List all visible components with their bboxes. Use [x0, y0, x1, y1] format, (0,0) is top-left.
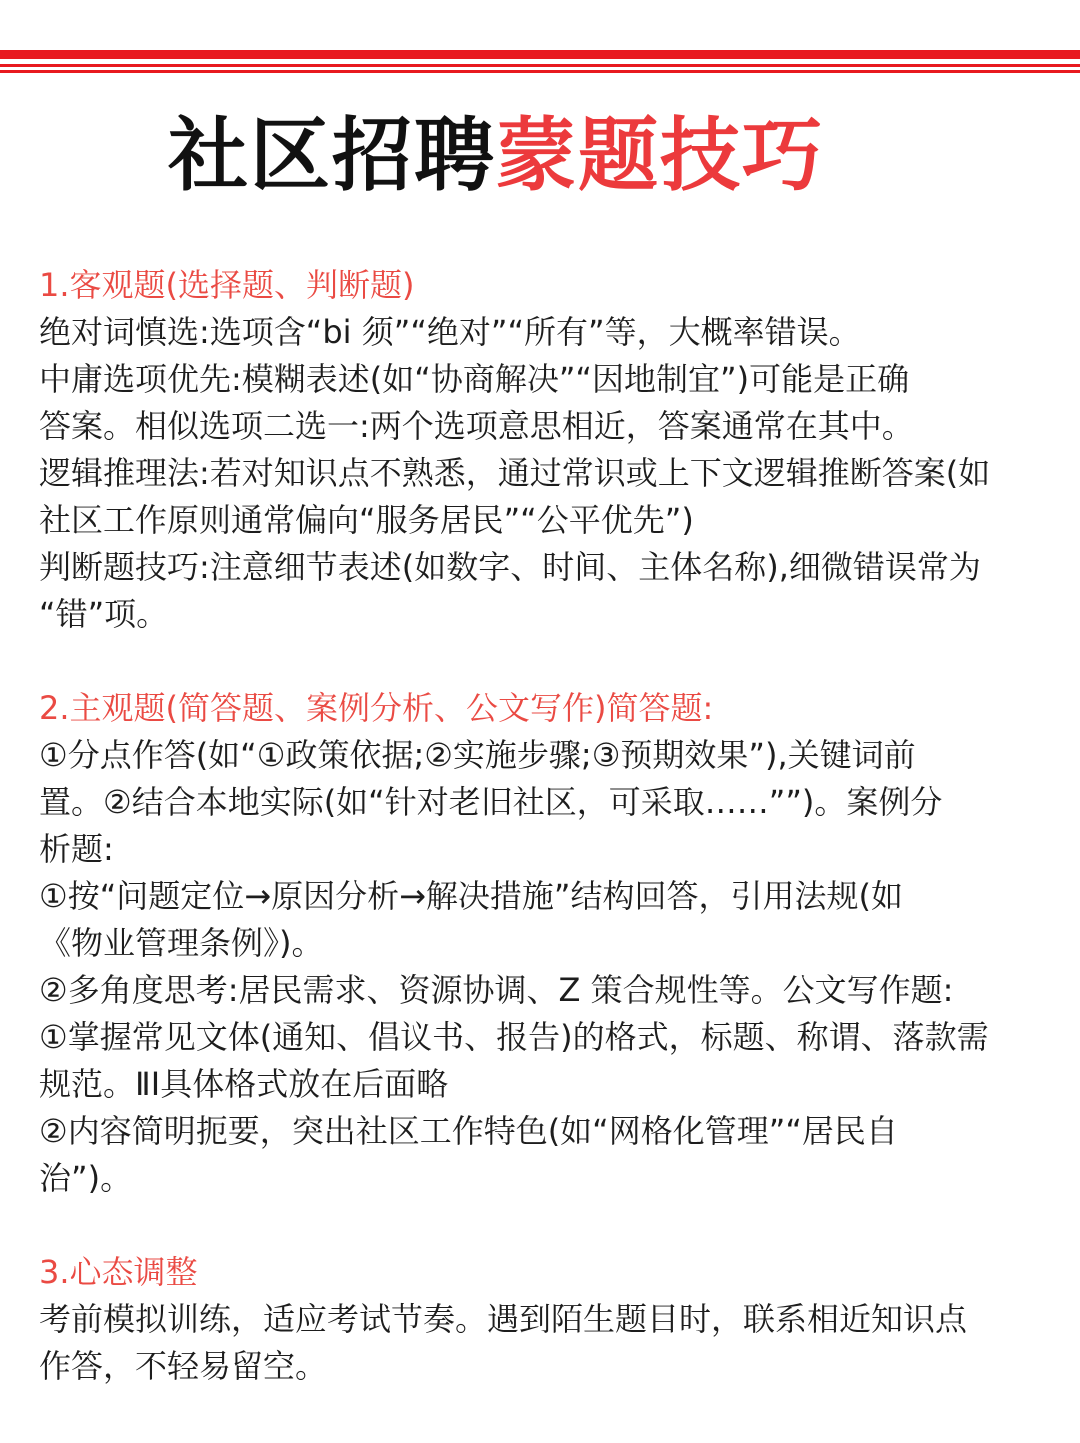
stripe-thin-2: [0, 70, 1080, 73]
section-subjective: [39, 685, 1044, 1202]
stripe-thick: [0, 50, 1080, 59]
text-line: ②内容简明扼要，突出社区工作特色(如“网格化管理”“居民自: [39, 1112, 898, 1150]
text-line: ②多角度思考:居民需求、资源协调、Z 策合规性等。公文写作题:: [39, 971, 954, 1009]
section-objective: [39, 262, 1044, 638]
title-part-red: 蒙题技巧: [496, 109, 824, 202]
section-mindset: [39, 1249, 1044, 1390]
text-line: 析题:: [39, 830, 114, 868]
text-line: 逻辑推理法:若对知识点不熟悉，通过常识或上下文逻辑推断答案(如: [39, 454, 991, 492]
section-gap: [39, 1202, 1044, 1249]
text-line: ①按“问题定位→原因分析→解决措施”结构回答，引用法规(如: [39, 877, 903, 915]
text-line: ①掌握常见文体(通知、倡议书、报告)的格式，标题、称谓、落款需: [39, 1018, 989, 1056]
text-line: 置。②结合本地实际(如“针对老旧社区，可采取……””)。案例分: [39, 783, 943, 821]
article-body: [39, 262, 1044, 1390]
page-title: [168, 108, 824, 204]
text-line: 答案。相似选项二选一:两个选项意思相近，答案通常在其中。: [39, 407, 914, 445]
text-line: “错”项。: [39, 595, 169, 633]
top-decoration-stripes: [0, 50, 1080, 76]
text-line: 规范。ⅡⅠ具体格式放在后面略: [39, 1065, 449, 1103]
text-line: 《物业管理条例》)。: [39, 924, 324, 962]
section-heading: 1.客观题(选择题、判断题): [39, 266, 415, 304]
text-line: ①分点作答(如“①政策依据;②实施步骤;③预期效果”),关键词前: [39, 736, 916, 774]
section-heading: 3.心态调整: [39, 1253, 198, 1291]
section-heading: 2.主观题(简答题、案例分析、公文写作)简答题:: [39, 689, 714, 727]
text-line: 中庸选项优先:模糊表述(如“协商解决”“因地制宜”)可能是正确: [39, 360, 910, 398]
title-part-black: 社区招聘: [168, 109, 496, 202]
section-gap: [39, 638, 1044, 685]
stripe-thin-1: [0, 64, 1080, 67]
text-line: 治”)。: [39, 1159, 133, 1197]
text-line: 作答，不轻易留空。: [39, 1347, 328, 1385]
text-line: 判断题技巧:注意细节表述(如数字、时间、主体名称),细微错误常为: [39, 548, 981, 586]
text-line: 社区工作原则通常偏向“服务居民”“公平优先”): [39, 501, 694, 539]
text-line: 绝对词慎选:选项含“bi 须”“绝对”“所有”等，大概率错误。: [39, 313, 861, 351]
text-line: 考前模拟训练，适应考试节奏。遇到陌生题目时，联系相近知识点: [39, 1300, 968, 1338]
